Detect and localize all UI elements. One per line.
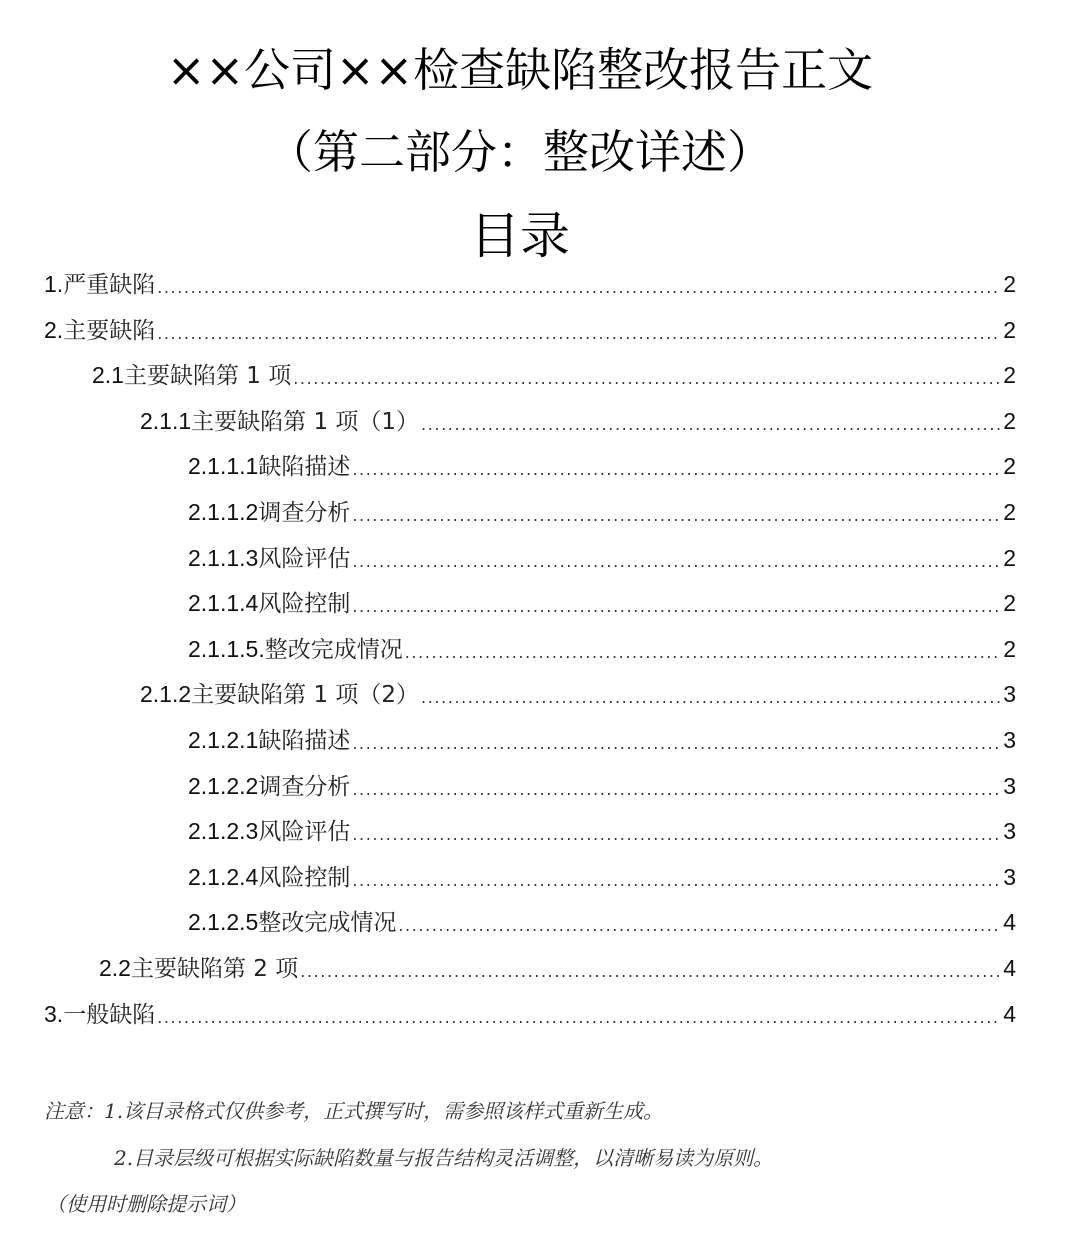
toc-entry[interactable] — [188, 859, 1016, 899]
toc-entry-label: 风险评估 — [258, 545, 351, 572]
toc-heading: 目录 — [470, 207, 570, 265]
toc-entry-number: 2.1.2.4 — [188, 863, 259, 890]
toc-entry-label: 风险评估 — [258, 819, 351, 846]
toc-entry-number: 1. — [44, 271, 64, 297]
toc-entry[interactable] — [188, 540, 1016, 580]
toc-entry-number: 2.1.2.5 — [188, 909, 259, 936]
toc-entry-label: 严重缺陷 — [63, 272, 156, 298]
toc-entry-page: 2 — [1003, 407, 1016, 434]
note-delete-hint: （使用时删除提示词） — [46, 1192, 246, 1216]
toc-entry-label: 调查分析 — [258, 773, 351, 800]
dot-leader — [293, 369, 1001, 397]
toc-entry-page: 2 — [1003, 453, 1016, 480]
toc-entry-label: 缺陷描述 — [258, 454, 351, 481]
toc-entry-number: 2.1.1.2 — [188, 499, 259, 525]
toc-entry-number: 2.1.1.1 — [188, 453, 259, 480]
toc-entry[interactable] — [44, 266, 1016, 306]
toc-entry-label: 整改完成情况 — [258, 910, 397, 937]
dot-leader — [352, 460, 1001, 488]
toc-entry-page: 3 — [1003, 681, 1016, 708]
toc-entry-label: 主要缺陷第 1 项 — [123, 363, 292, 390]
toc-entry-number: 2.1.2.3 — [188, 818, 259, 845]
toc-entry-page: 2 — [1003, 590, 1016, 617]
toc-entry-number: 2.1.1.3 — [188, 544, 259, 571]
toc-entry-number: 2.1.1 — [140, 407, 192, 434]
toc-entry[interactable] — [188, 904, 1016, 944]
toc-entry-number: 2.1.1.4 — [188, 590, 259, 617]
dot-leader — [352, 734, 1001, 762]
document-title: ××公司××检查缺陷整改报告正文 — [166, 43, 874, 97]
toc-entry[interactable] — [99, 950, 1016, 990]
toc-entry-page: 3 — [1003, 863, 1016, 890]
toc-entry[interactable] — [140, 676, 1016, 716]
toc-entry[interactable] — [44, 312, 1016, 352]
toc-entry[interactable] — [188, 813, 1016, 853]
toc-entry-page: 2 — [1003, 499, 1016, 525]
toc-entry-label: 调查分析 — [258, 500, 351, 526]
toc-entry[interactable] — [140, 403, 1016, 443]
dot-leader — [352, 825, 1001, 853]
dot-leader — [352, 552, 1001, 580]
toc-entry-page: 4 — [1003, 1000, 1016, 1027]
toc-entry-page: 2 — [1003, 544, 1016, 571]
toc-entry[interactable] — [188, 722, 1016, 762]
toc-entry-label: 风险控制 — [258, 864, 351, 891]
dot-leader — [352, 780, 1001, 808]
dot-leader — [157, 278, 1001, 306]
toc-entry-label: 整改完成情况 — [264, 636, 403, 663]
toc-entry[interactable] — [188, 494, 1016, 534]
toc-entry[interactable] — [188, 768, 1016, 808]
toc-entry-number: 2. — [44, 316, 64, 343]
toc-entry-label: 主要缺陷第 1 项（2） — [191, 682, 420, 709]
dot-leader — [421, 415, 1001, 443]
toc-entry-number: 2.1.2.2 — [188, 772, 259, 799]
toc-entry[interactable] — [188, 448, 1016, 488]
toc-entry-page: 3 — [1003, 818, 1016, 845]
note-line-1: 注意：1.该目录格式仅供参考，正式撰写时，需参照该样式重新生成。 — [44, 1099, 664, 1123]
toc-entry-page: 3 — [1003, 727, 1016, 753]
toc-entry[interactable] — [44, 996, 1016, 1036]
toc-entry-page: 2 — [1003, 271, 1016, 297]
toc-entry[interactable] — [188, 631, 1016, 671]
toc-entry-number: 2.1.2.1 — [188, 727, 259, 753]
dot-leader — [352, 597, 1001, 625]
dot-leader — [352, 871, 1001, 899]
toc-entry[interactable] — [92, 357, 1016, 397]
toc-entry-number: 2.1.1.5. — [188, 635, 265, 662]
toc-entry-page: 2 — [1003, 316, 1016, 343]
toc-entry-number: 2.2 — [99, 955, 131, 981]
toc-entry-label: 主要缺陷第 1 项（1） — [191, 408, 420, 435]
toc-entry-page: 2 — [1003, 362, 1016, 389]
dot-leader — [398, 916, 1001, 944]
toc-entry-label: 主要缺陷 — [63, 317, 156, 344]
dot-leader — [157, 324, 1001, 352]
document-subtitle: （第二部分：整改详述） — [267, 125, 773, 179]
toc-entry-number: 3. — [44, 1000, 64, 1027]
toc-entry-page: 2 — [1003, 635, 1016, 662]
toc-entry[interactable] — [188, 585, 1016, 625]
toc-entry-label: 一般缺陷 — [63, 1001, 156, 1028]
toc-entry-label: 缺陷描述 — [258, 728, 351, 754]
toc-entry-label: 风险控制 — [258, 591, 351, 618]
dot-leader — [352, 506, 1001, 534]
toc-entry-number: 2.1.2 — [140, 681, 192, 708]
dot-leader — [300, 962, 1001, 990]
dot-leader — [405, 643, 1001, 671]
toc-entry-page: 3 — [1003, 772, 1016, 799]
toc-entry-number: 2.1 — [92, 362, 124, 389]
dot-leader — [157, 1008, 1001, 1036]
toc-entry-page: 4 — [1003, 909, 1016, 936]
toc-entry-page: 4 — [1003, 955, 1016, 981]
dot-leader — [421, 688, 1001, 716]
toc-entry-label: 主要缺陷第 2 项 — [130, 956, 299, 982]
note-line-2: 2.目录层级可根据实际缺陷数量与报告结构灵活调整，以清晰易读为原则。 — [114, 1146, 774, 1170]
